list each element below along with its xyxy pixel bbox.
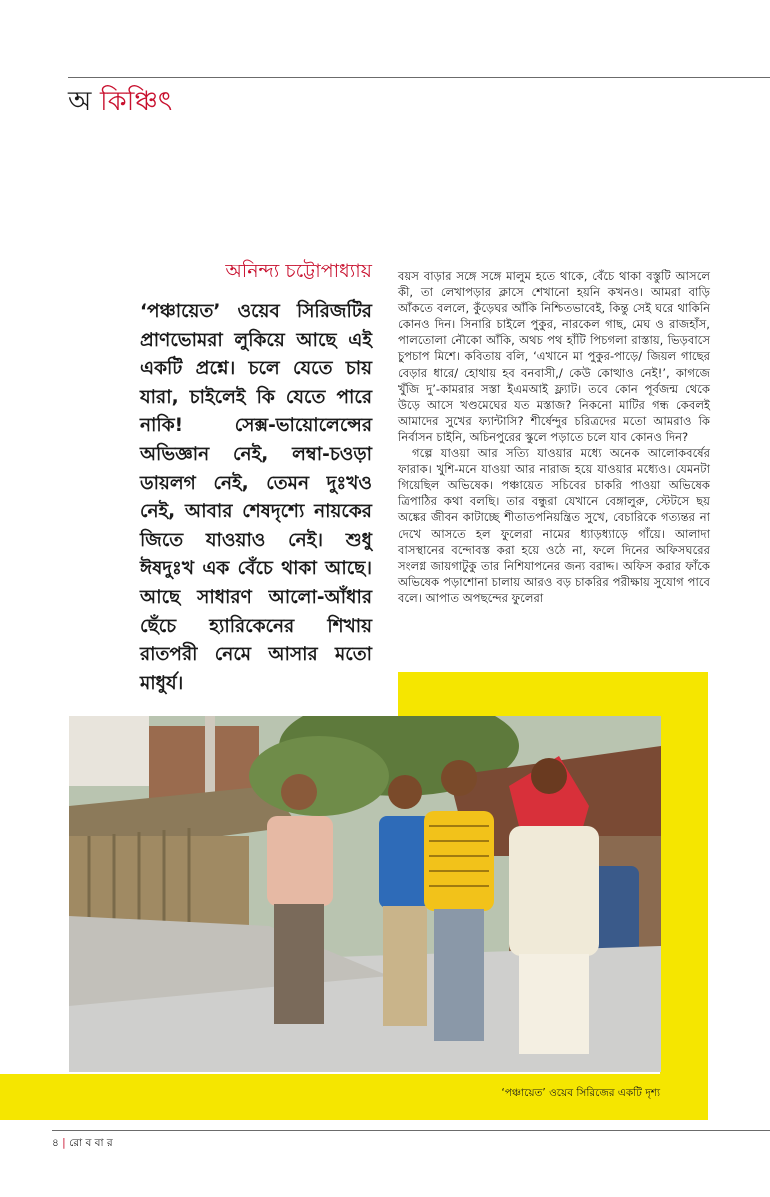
author-name: অনিন্দ্য চট্টোপাধ্যায় <box>225 260 372 282</box>
body-paragraph-1: বয়স বাড়ার সঙ্গে সঙ্গে মালুম হতে থাকে, বেঁচে থাকা বস্তুটি আসলে কী, তা লেখাপড়ার ক্লাসে শেখানো হয়নি কখনও। আমরা বাড়ি আঁকতে বললে, কুঁড়েঘর আঁকি নিশ্চিতভাবেই, কিন্তু সেই ঘরে থাকিনি কোনও দিন। সিনারি চাইলে পুকুর, নারকেল গাছ, মেঘ ও রাজহাঁস, পালতোলা নৌকো আঁকি, অথচ পথ হাঁটি পিচগলা রাস্তায়, ভিড়বাসে চুপচাপ মিশে। কবিতায় বলি, ‘এখানে মা পুকুর-পাড়ে/ জিয়ল গাছের বেড়ার ধারে/ হোথায় হব বনবাসী,/ কেউ কোত্থাও নেই!’, কাগজে খুঁজি দু’-কামরার সস্তা ইএমআই ফ্ল্যাট। তবে কোন পূর্বজন্ম থেকে উড়ে আসে খণ্ডমেঘের যত মস্তাজ? নিকনো মাটির গন্ধ কেবলই আমাদের সুখের ফ্যান্টাসি? শীর্ষেন্দুর চরিত্রদের মতো আমরাও কি নির্বাসন চাইনি, অচিনপুরের স্কুলে পড়াতে চলে যাব কোনও দিন? <box>398 269 710 444</box>
intro-text: ‘পঞ্চায়েত’ ওয়েব সিরিজটির প্রাণভোমরা লুকিয়ে আছে এই একটি প্রশ্নে। চলে যেতে চায় যারা, চাইলেই কি যেতে পারে নাকি! সেক্স-ভায়োলেন্সের অভিজ্ঞান নেই, লম্বা-চওড়া ডায়লগ নেই, তেমন দুঃখও নেই, আবার শেষদৃশ্যে নায়কের জিতে যাওয়াও নেই। শুধু ঈষদুঃখ এক বেঁচে থাকা আছে। আছে সাধারণ আলো-আঁধার ছেঁচে হ্যারিকেনের শিখায় রাতপরী নেমে আসার মতো মাধুর্য। <box>140 301 372 694</box>
section-prefix: অ <box>68 86 92 117</box>
page-footer <box>52 1136 113 1150</box>
body-paragraph-2: গল্পে যাওয়া আর সত্যি যাওয়ার মধ্যে অনেক আলোকবর্ষের ফারাক। খুশি-মনে যাওয়া আর নারাজ হয়ে যাওয়ার মধ্যেও। যেমনটা গিয়েছিল অভিষেক। পঞ্চায়েত সচিবের চাকরি পাওয়া অভিষেক ত্রিপাঠির কথা বলছি। তার বন্ধুরা যেখানে বেঙ্গালুরু, স্টেটসে ছয় অঙ্কের জীবন কাটাচ্ছে শীতাতপনিয়ন্ত্রিত সুখে, বেচারিকে গত্যন্তর না দেখে আসতে হল ফুলেরা নামের ধ্যাড়ধ্যাড়ে গাঁয়ে। আলাদা বাসস্থানের বন্দোবস্ত করা হয়ে ওঠে না, ফলে দিনের অফিসঘরের সংলগ্ন জায়গাটুকু তার নিশিযাপনের জন্য বরাদ্দ। অফিস করার ফাঁকে অভিষেক পড়াশোনা চালায় আরও বড় চাকরির পরীক্ষায় সুযোগ পাবে বলে। আপাত অপছন্দের ফুলেরা <box>398 446 710 605</box>
yellow-frame-right <box>660 672 708 1120</box>
section-title: কিঞ্চিৎ <box>99 86 173 117</box>
header-rule <box>68 77 770 78</box>
photo-caption: ‘পঞ্চায়েত’ ওয়েব সিরিজের একটি দৃশ্য <box>501 1087 660 1099</box>
footer-rule <box>52 1130 770 1131</box>
scene-illustration <box>69 716 661 1072</box>
article-body <box>398 268 710 606</box>
scene-photo <box>69 716 661 1072</box>
section-header <box>68 84 172 120</box>
magazine-name: রো ব বা র <box>69 1137 113 1149</box>
footer-separator: | <box>62 1137 66 1149</box>
page-number: ৪ <box>52 1137 59 1149</box>
